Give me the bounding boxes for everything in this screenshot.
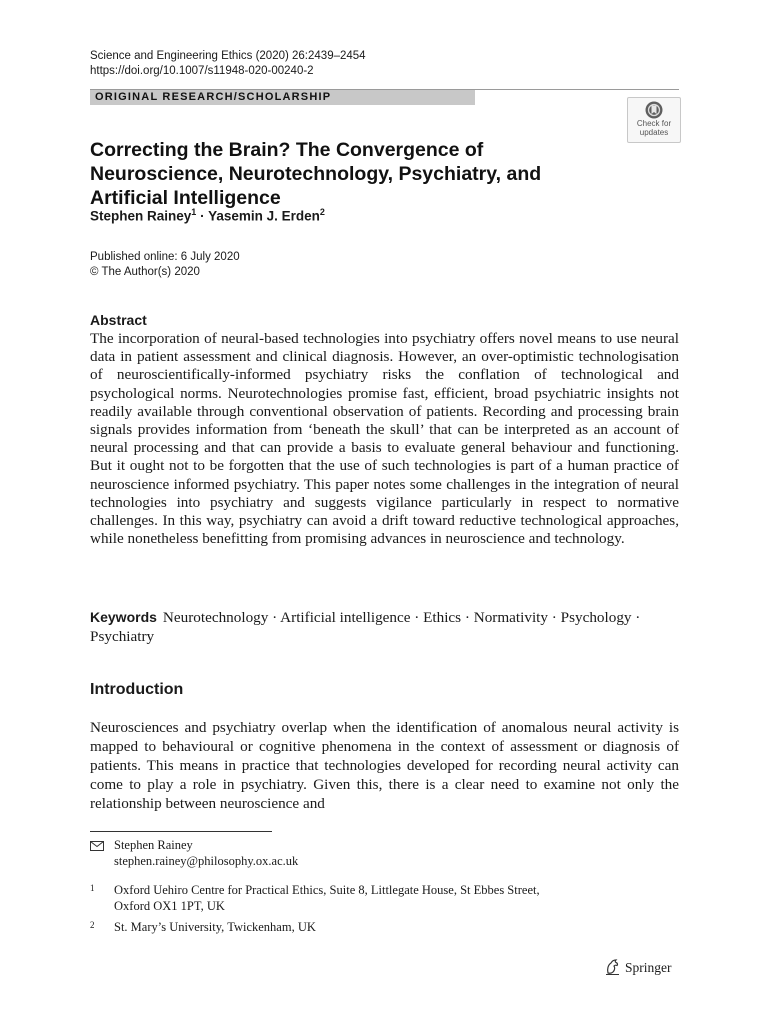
category-label: ORIGINAL RESEARCH/SCHOLARSHIP — [95, 91, 332, 103]
publication-info — [90, 250, 240, 280]
affiliation-number: 1 — [90, 883, 95, 893]
author-separator: · — [200, 208, 205, 224]
footnote-rule — [90, 831, 272, 832]
header-rule — [475, 89, 679, 90]
keywords-label: Keywords — [90, 609, 157, 625]
author-affiliation-ref: 1 — [191, 207, 197, 217]
journal-citation: Science and Engineering Ethics (2020) 26:2439–2454 — [90, 50, 366, 62]
springer-horse-icon — [604, 958, 622, 976]
publisher-name: Springer — [625, 960, 672, 975]
author-affiliation-ref: 2 — [319, 207, 325, 217]
journal-info — [90, 49, 366, 79]
keywords-list: Neurotechnology · Artificial intelligence · Ethics · Normativity · Psychology · Psychiatry — [90, 609, 641, 645]
article-title: Correcting the Brain? The Convergence of Neuroscience, Neurotechnology, Psychiatry, and Artificial Intelligence — [90, 139, 542, 209]
abstract-text: The incorporation of neural-based technologies into psychiatry offers novel means to use neural data in patient assessment and clinical diagnosis. However, an over-optimistic technologisation of neuroscientifically-informed psychiatry risks the conflation of technological and psychological norms. Neurotechnologies promise fast, efficient, broad psychiatric insights not readily available through conventional observation of patients. Recording and processing brain signals provides information from ‘beneath the skull’ that can be interpreted as an account of neural processing and that can provide a basis to evaluate general behaviour and functioning. But it ought not to be forgotten that the use of such technologies is part of a human practice of neuroscience informed psychiatry. This paper notes some challenges in the integration of neural technologies into psychiatry and suggests vigilance particularly in respect to normative challenges. In this way, psychiatry can avoid a drift toward reductive technological approaches, while nonetheless benefitting from promising advances in neuroscience and technology. — [90, 330, 679, 548]
envelope-icon — [90, 841, 104, 851]
category-bar — [90, 89, 475, 105]
author-name[interactable]: Stephen Rainey — [90, 208, 192, 224]
copyright: © The Author(s) 2020 — [90, 266, 200, 278]
badge-line1: Check for — [636, 119, 672, 128]
affiliation-line: Oxford OX1 1PT, UK — [114, 898, 225, 913]
author-name[interactable]: Yasemin J. Erden — [208, 208, 320, 224]
introduction-text: Neurosciences and psychiatry overlap when the identification of anomalous neural activity is mapped to behavioural or cognitive phenomena in the context of assessment or diagnosis of patients. This means in practice that technologies developed for recording neural activity can come to play a role in psychiatry. Given this, there is a clear need to examine not only the relationship between neuroscience and — [90, 719, 679, 812]
bookmark-icon — [645, 101, 663, 119]
abstract-heading: Abstract — [90, 312, 147, 328]
affiliation-number: 2 — [90, 920, 95, 930]
correspondence-name: Stephen Rainey — [114, 838, 193, 852]
journal-doi[interactable]: https://doi.org/10.1007/s11948-020-00240-2 — [90, 65, 314, 77]
affiliation-line: Oxford Uehiro Centre for Practical Ethics, Suite 8, Littlegate House, St Ebbes Street, — [114, 883, 540, 897]
introduction-heading: Introduction — [90, 681, 184, 698]
published-date: Published online: 6 July 2020 — [90, 251, 240, 263]
affiliation-line: St. Mary’s University, Twickenham, UK — [114, 920, 316, 934]
badge-line2: updates — [639, 127, 669, 137]
correspondence-email[interactable]: stephen.rainey@philosophy.ox.ac.uk — [114, 853, 299, 868]
author-list — [90, 207, 325, 224]
keywords — [90, 608, 679, 646]
check-for-updates-badge[interactable] — [627, 97, 681, 143]
